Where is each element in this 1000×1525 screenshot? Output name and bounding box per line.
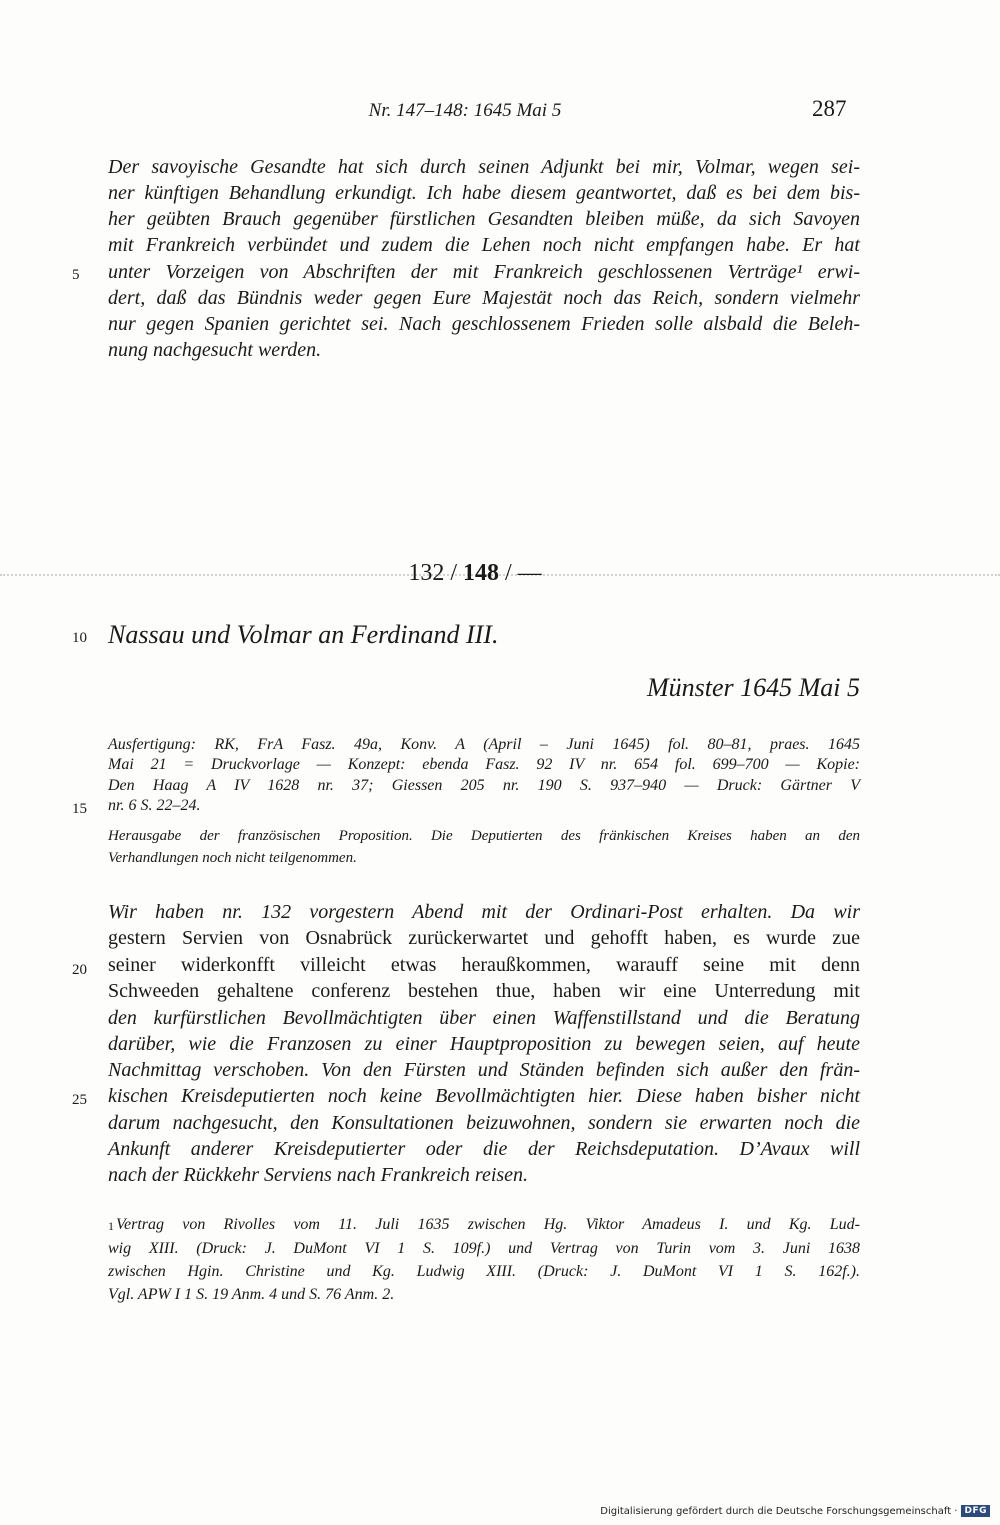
body-line: darüber, wie die Franzosen zu einer Hauptproposition zu bewegen seien, auf heute — [108, 1033, 860, 1055]
dfg-logo: DFG — [961, 1505, 990, 1517]
source-line: Den Haag A IV 1628 nr. 37; Giessen 205 nr. 190 S. 937–940 — Druck: Gärtner V — [108, 777, 860, 794]
text-line: nung nachgesucht werden. — [108, 339, 322, 361]
body-line: nach der Rückkehr Serviens nach Frankreich reisen. — [108, 1164, 529, 1186]
body-line: kischen Kreisdeputierten noch keine Bevollmächtigten hier. Diese haben bisher nicht — [108, 1085, 860, 1107]
document-number-prefix: 132 / — [408, 560, 463, 586]
text-line: ner künftigen Behandlung erkundigt. Ich habe diesem geantwortet, daß es bei dem bis- — [108, 182, 860, 204]
line-number: 25 — [72, 1092, 87, 1108]
body-line: darum nachgesucht, den Konsultationen beizuwohnen, sondern sie erwarten noch die — [108, 1112, 860, 1134]
text-line: dert, daß das Bündnis weder gegen Eure Majestät noch das Reich, sondern vielmehr — [108, 287, 860, 309]
document-number-suffix: / — — [499, 560, 542, 586]
document-place-date: Münster 1645 Mai 5 — [646, 673, 860, 702]
text-line: nur gegen Spanien gerichtet sei. Nach geschlossenem Frieden solle alsbald die Beleh- — [108, 313, 860, 335]
document-number — [0, 560, 950, 587]
source-line: nr. 6 S. 22–24. — [108, 797, 201, 814]
source-line: Ausfertigung: RK, FrA Fasz. 49a, Konv. A (April – Juni 1645) fol. 80–81, praes. 1645 — [108, 736, 860, 753]
body-line: Nachmittag verschoben. Von den Fürsten und Ständen befinden sich außer den frän- — [108, 1059, 860, 1081]
line-number: 10 — [72, 630, 87, 646]
body-line: Wir haben nr. 132 vorgestern Abend mit der Ordinari-Post erhalten. Da wir — [108, 901, 860, 923]
body-line: seiner widerkonfft villeicht etwas heraußkommen, warauff seine mit denn — [108, 954, 860, 976]
text-line: her geübten Brauch gegenüber fürstlichen Gesandten bleiben müße, da sich Savoyen — [108, 208, 860, 230]
funding-text: Digitalisierung gefördert durch die Deutsche Forschungsgemeinschaft · — [600, 1505, 958, 1517]
summary-line: Herausgabe der französischen Proposition. Die Deputierten des fränkischen Kreises haben an den — [108, 828, 860, 844]
source-line: Mai 21 = Druckvorlage — Konzept: ebenda Fasz. 92 IV nr. 654 fol. 699–700 — Kopie: — [108, 756, 860, 773]
document-title: Nassau und Volmar an Ferdinand III. — [108, 620, 499, 649]
footnote-line: wig XIII. (Druck: J. DuMont VI 1 S. 109f.) und Vertrag von Turin vom 3. Juni 1638 — [108, 1240, 860, 1257]
line-number: 20 — [72, 962, 87, 978]
footnote-line: zwischen Hgin. Christine und Kg. Ludwig XIII. (Druck: J. DuMont VI 1 S. 162f.). — [108, 1263, 860, 1280]
summary-line: Verhandlungen noch nicht teilgenommen. — [108, 850, 357, 866]
footnote-line: Vgl. APW I 1 S. 19 Anm. 4 und S. 76 Anm. 2. — [108, 1286, 395, 1303]
line-number: 15 — [72, 801, 87, 817]
text-line: Der savoyische Gesandte hat sich durch seinen Adjunkt bei mir, Volmar, wegen sei- — [108, 156, 860, 178]
body-line: den kurfürstlichen Bevollmächtigten über einen Waffenstillstand und die Beratung — [108, 1007, 860, 1029]
line-number: 5 — [72, 267, 80, 283]
text-line: unter Vorzeigen von Abschriften der mit Frankreich geschlossenen Verträge¹ erwi- — [108, 261, 860, 283]
body-line: Schweeden gehaltene conferenz bestehen thue, haben wir eine Unterredung mit — [108, 980, 860, 1002]
text-line: mit Frankreich verbündet und zudem die Lehen noch nicht empfangen habe. Er hat — [108, 234, 860, 256]
funding-footer — [600, 1505, 990, 1517]
body-line: gestern Servien von Osnabrück zurückerwartet und gehofft haben, es wurde zue — [108, 927, 860, 949]
running-title: Nr. 147–148: 1645 Mai 5 — [368, 100, 562, 121]
page-number: 287 — [812, 96, 847, 121]
document-number-bold: 148 — [463, 560, 499, 586]
footnote-line: Vertrag von Rivolles vom 11. Juli 1635 zwischen Hg. Viktor Amadeus I. und Kg. Lud- — [116, 1216, 860, 1233]
body-line: Ankunft anderer Kreisdeputierter oder die der Reichsdeputation. D’Avaux will — [108, 1138, 860, 1160]
footnote-mark: 1 — [108, 1219, 114, 1233]
